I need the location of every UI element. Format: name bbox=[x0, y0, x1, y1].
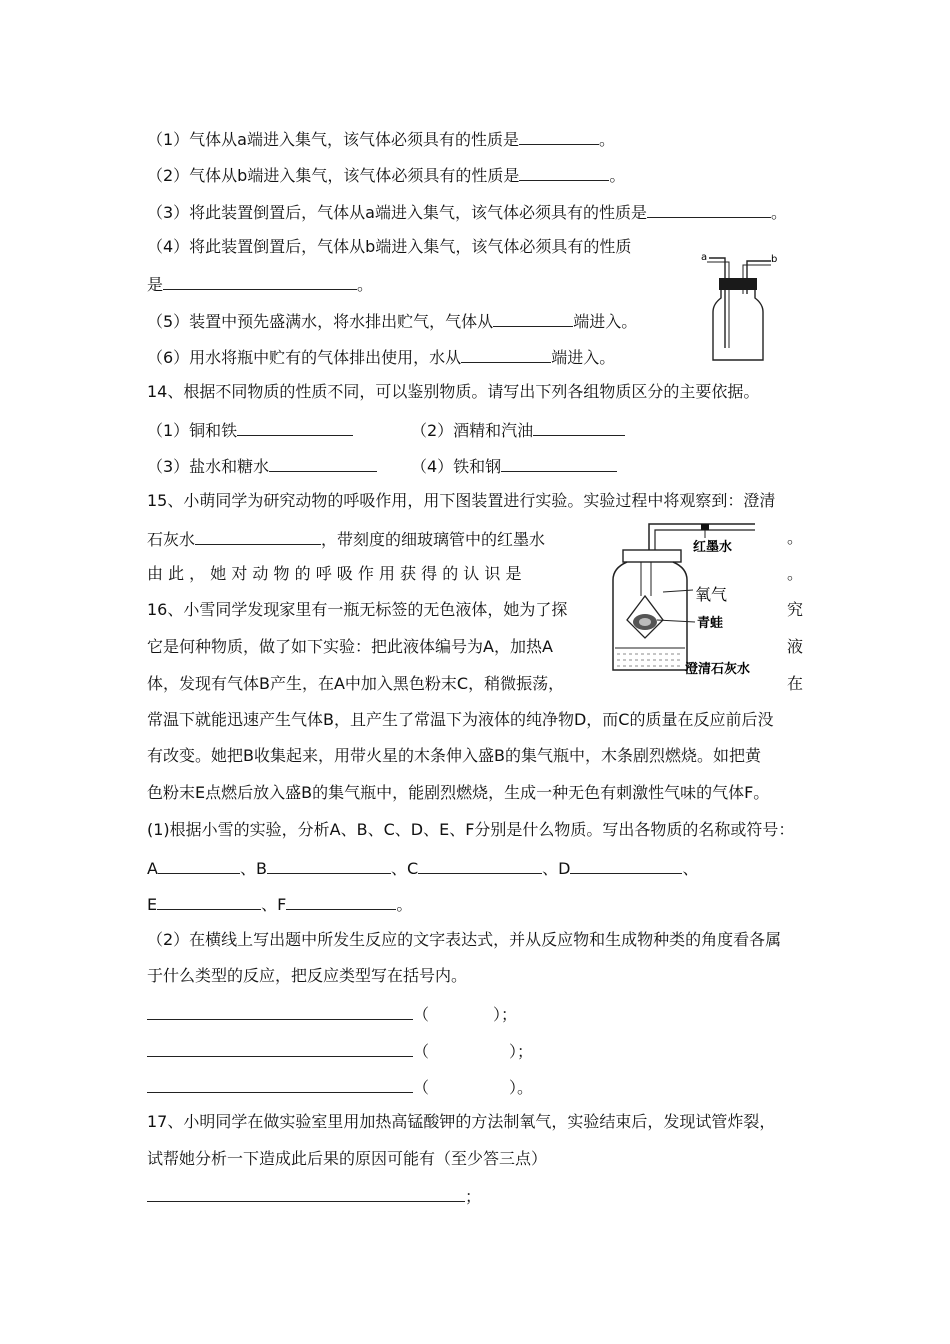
answer-blank[interactable] bbox=[147, 1184, 465, 1202]
limewater-label: 澄清石灰水 bbox=[685, 662, 751, 677]
q13-part3: （3）将此装置倒置后，气体从a端进入集气，该气体必须具有的性质是 。 bbox=[147, 200, 787, 224]
q15-line3: 由 此 ， 她 对 动 物 的 呼 吸 作 用 获 得 的 认 识 是 bbox=[147, 564, 522, 583]
q14-item1: （1）铜和铁 bbox=[147, 418, 353, 442]
q15-line2-end: 。 bbox=[787, 528, 804, 547]
equation-blank[interactable] bbox=[147, 1039, 413, 1057]
q14-stem: 14、根据不同物质的性质不同，可以鉴别物质。请写出下列各组物质区分的主要依据。 bbox=[147, 382, 760, 401]
answer-blank[interactable] bbox=[493, 309, 573, 327]
q16-line6: 色粉末E点燃后放入盛B的集气瓶中，能剧烈燃烧，生成一种无色有刺激性气味的气体F。 bbox=[147, 783, 770, 802]
port-a-label: a bbox=[701, 252, 708, 263]
answer-blank[interactable] bbox=[519, 163, 609, 181]
q16-answers-row2: E 、F 。 bbox=[147, 892, 412, 916]
q13-part4-cont: 是 。 bbox=[147, 272, 373, 296]
q14-item2: （2）酒精和汽油 bbox=[411, 418, 625, 442]
long-tube-inner bbox=[707, 262, 729, 348]
q13-part5: （5）装置中预先盛满水，将水排出贮气，气体从 端进入。 bbox=[147, 309, 637, 333]
q16-line1-end: 究 bbox=[787, 600, 804, 619]
q16-line5: 有改变。她把B收集起来，用带火星的木条伸入盛B的集气瓶中，木条剧烈燃烧。如把黄 bbox=[147, 746, 761, 765]
red-ink-label: 红墨水 bbox=[693, 540, 733, 555]
stopper bbox=[623, 550, 681, 562]
q17-line1: 17、小明同学在做实验室里用加热高锰酸钾的方法制氧气，实验结束后，发现试管炸裂， bbox=[147, 1112, 776, 1131]
q16-part2-line1: （2）在横线上写出题中所发生反应的文字表达式，并从反应物和生成物种类的角度看各属 bbox=[147, 930, 782, 949]
answer-blank[interactable] bbox=[501, 454, 617, 472]
q15-line3-end: 。 bbox=[787, 564, 804, 583]
q13-part4: （4）将此装置倒置后，气体从b端进入集气，该气体必须具有的性质 bbox=[147, 237, 632, 256]
oxygen-label: 氧气 bbox=[695, 585, 728, 604]
q16-line2-end: 液 bbox=[787, 637, 804, 656]
frog-detail bbox=[639, 618, 651, 626]
answer-blank-f[interactable] bbox=[286, 892, 396, 910]
stopper bbox=[719, 278, 757, 290]
reaction-row-2: （ ）； bbox=[147, 1039, 533, 1063]
answer-blank-d[interactable] bbox=[570, 856, 682, 874]
q15-line2: 石灰水 ，带刻度的细玻璃管中的红墨水 bbox=[147, 527, 545, 551]
frog-label: 青蛙 bbox=[697, 616, 724, 631]
answer-blank[interactable] bbox=[195, 527, 321, 545]
answer-blank[interactable] bbox=[163, 272, 357, 290]
q17-line2: 试帮她分析一下造成此后果的原因可能有（至少答三点） bbox=[147, 1149, 548, 1168]
long-tube bbox=[709, 258, 725, 348]
q17-answer-row: ； bbox=[147, 1184, 481, 1208]
q14-item3: （3）盐水和糖水 bbox=[147, 454, 377, 478]
ink-drop bbox=[701, 524, 709, 530]
oxygen-pointer bbox=[663, 590, 693, 592]
answer-blank-c[interactable] bbox=[418, 856, 542, 874]
q16-answers-row1: A 、B 、C 、D 、 bbox=[147, 856, 698, 880]
gas-bottle-figure bbox=[695, 248, 785, 366]
answer-blank[interactable] bbox=[519, 127, 599, 145]
q16-line4: 常温下就能迅速产生气体B，且产生了常温下为液体的纯净物D，而C的质量在反应前后没 bbox=[147, 710, 774, 729]
q16-line3: 体，发现有气体B产生，在A中加入黑色粉末C，稍微振荡， bbox=[147, 674, 565, 693]
reaction-row-1: （ ）； bbox=[147, 1002, 517, 1026]
equation-blank[interactable] bbox=[147, 1002, 413, 1020]
q16-line1: 16、小雪同学发现家里有一瓶无标签的无色液体，她为了探 bbox=[147, 600, 568, 619]
answer-blank[interactable] bbox=[647, 200, 771, 218]
answer-blank-b[interactable] bbox=[267, 856, 391, 874]
q14-item4: （4）铁和钢 bbox=[411, 454, 617, 478]
frog-respiration-figure bbox=[605, 516, 775, 680]
q13-part1: （1）气体从a端进入集气，该气体必须具有的性质是 。 bbox=[147, 127, 615, 151]
equation-blank[interactable] bbox=[147, 1075, 413, 1093]
reaction-row-3: （ ）。 bbox=[147, 1075, 533, 1099]
answer-blank[interactable] bbox=[269, 454, 377, 472]
q15-line1: 15、小萌同学为研究动物的呼吸作用，用下图装置进行实验。实验过程中将观察到：澄清 bbox=[147, 491, 776, 510]
q16-line7: (1)根据小雪的实验，分析A、B、C、D、E、F分别是什么物质。写出各物质的名称或符号： bbox=[147, 820, 795, 839]
q16-line2: 它是何种物质，做了如下实验：把此液体编号为A，加热A bbox=[147, 637, 553, 656]
bottle-outline bbox=[713, 290, 763, 360]
answer-blank-a[interactable] bbox=[158, 856, 240, 874]
answer-blank[interactable] bbox=[533, 418, 625, 436]
answer-blank[interactable] bbox=[461, 345, 551, 363]
q13-part2: （2）气体从b端进入集气，该气体必须具有的性质是 。 bbox=[147, 163, 625, 187]
port-b-label: b bbox=[771, 254, 778, 265]
q13-part6: （6）用水将瓶中贮有的气体排出使用，水从 端进入。 bbox=[147, 345, 615, 369]
answer-blank-e[interactable] bbox=[157, 892, 261, 910]
answer-blank[interactable] bbox=[237, 418, 353, 436]
q16-line3-end: 在 bbox=[787, 674, 804, 693]
q16-part2-line2: 于什么类型的反应，把反应类型写在括号内。 bbox=[147, 966, 468, 985]
